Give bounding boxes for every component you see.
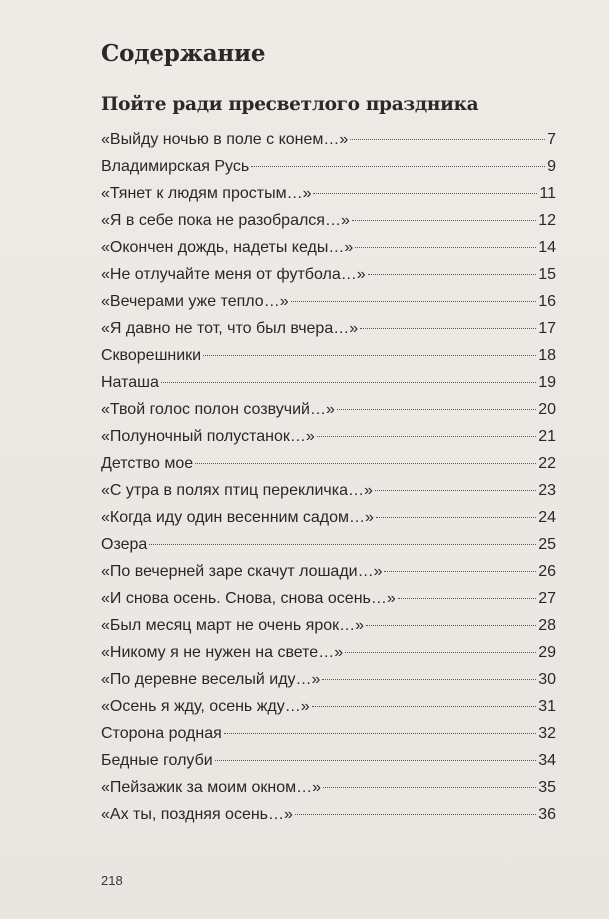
dot-leader [375, 490, 536, 491]
toc-entry-title: «Полуночный полустанок…» [101, 428, 315, 445]
toc-entry [101, 723, 556, 750]
toc-entry [101, 453, 556, 480]
dot-leader [345, 652, 536, 653]
toc-entry-title: «Я давно не тот, что был вчера…» [101, 320, 359, 337]
toc-entry-title: «Тянет к людям простым…» [101, 185, 312, 202]
toc-entry-title: «Не отлучайте меня от футбола…» [101, 266, 366, 283]
dot-leader [295, 814, 536, 815]
toc-entry-title: «По вечерней заре скачут лошади…» [101, 563, 383, 580]
toc-entry-page: 17 [538, 320, 556, 337]
toc-entry-page: 19 [538, 374, 556, 391]
toc-entry [101, 777, 556, 804]
toc-entry-title: «Вечерами уже тепло…» [101, 293, 289, 310]
page-number: 218 [101, 873, 123, 888]
toc-entry-page: 27 [538, 590, 556, 607]
toc-entry [101, 480, 556, 507]
toc-entry-title: «Осень я жду, осень жду…» [101, 698, 310, 715]
toc-entry-title: Детство мое [101, 455, 194, 472]
toc-entry-page: 22 [538, 455, 556, 472]
toc-entry-title: «Выйду ночью в поле с конем…» [101, 131, 349, 148]
toc-entry-title: Озера [101, 536, 148, 553]
dot-leader [376, 517, 536, 518]
toc-entry-page: 30 [538, 671, 556, 688]
toc-entry-title: «Окончен дождь, надеты кеды…» [101, 239, 354, 256]
toc-entry-title: Владимирская Русь [101, 158, 250, 175]
dot-leader [313, 193, 537, 194]
dot-leader [352, 220, 536, 221]
dot-leader [149, 544, 536, 545]
toc-entry [101, 750, 556, 777]
dot-leader [360, 328, 536, 329]
dot-leader [203, 355, 536, 356]
toc-entry-title: Сторона родная [101, 725, 222, 742]
dot-leader [398, 598, 536, 599]
toc-entry [101, 615, 556, 642]
toc-entry [101, 507, 556, 534]
toc-entry-title: Наташа [101, 374, 159, 391]
toc-entry [101, 129, 556, 156]
dot-leader [337, 409, 536, 410]
toc-entry [101, 237, 556, 264]
toc-entry-title: «Был месяц март не очень ярок…» [101, 617, 365, 634]
toc-entry [101, 210, 556, 237]
toc-entry [101, 399, 556, 426]
toc-entry-title: «Пейзажик за моим окном…» [101, 779, 322, 796]
toc-entry-page: 29 [538, 644, 556, 661]
toc-entry [101, 372, 556, 399]
toc-entry-page: 36 [538, 806, 556, 823]
toc-entry [101, 561, 556, 588]
dot-leader [161, 382, 536, 383]
dot-leader [323, 787, 536, 788]
toc-entry-page: 31 [538, 698, 556, 715]
toc-entry-page: 20 [538, 401, 556, 418]
toc-entry-title: «Твой голос полон созвучий…» [101, 401, 335, 418]
toc-entry-page: 25 [538, 536, 556, 553]
dot-leader [322, 679, 536, 680]
toc-entry-title: «Когда иду один весенним садом…» [101, 509, 374, 526]
toc-entry [101, 318, 556, 345]
toc-entry [101, 183, 556, 210]
dot-leader [195, 463, 536, 464]
toc-entry-page: 34 [538, 752, 556, 769]
dot-leader [384, 571, 536, 572]
toc-entry-title: «По деревне веселый иду…» [101, 671, 321, 688]
toc-entry-page: 11 [539, 185, 556, 202]
toc-entry-title: «Ах ты, поздняя осень…» [101, 806, 293, 823]
toc-entry [101, 642, 556, 669]
toc-entry-title: Скворешники [101, 347, 202, 364]
toc-entry-page: 15 [538, 266, 556, 283]
toc-entry-page: 28 [538, 617, 556, 634]
dot-leader [355, 247, 536, 248]
dot-leader [251, 166, 545, 167]
dot-leader [366, 625, 536, 626]
toc-entry [101, 345, 556, 372]
toc-entry-page: 16 [538, 293, 556, 310]
toc-entry-title: «Я в себе пока не разобрался…» [101, 212, 350, 229]
toc-entry [101, 426, 556, 453]
dot-leader [215, 760, 536, 761]
toc-entry-page: 26 [538, 563, 556, 580]
toc-entry [101, 588, 556, 615]
toc-entry-page: 12 [538, 212, 556, 229]
toc-entry-page: 32 [538, 725, 556, 742]
toc-entry-page: 14 [538, 239, 556, 256]
dot-leader [368, 274, 537, 275]
table-of-contents [101, 129, 556, 831]
toc-entry [101, 804, 556, 831]
toc-entry-page: 18 [538, 347, 556, 364]
toc-entry-page: 7 [547, 131, 556, 148]
section-title: Пойте ради пресветлого праздника [101, 94, 479, 115]
page-title: Содержание [101, 40, 266, 67]
toc-entry-page: 21 [538, 428, 556, 445]
toc-entry-title: Бедные голуби [101, 752, 213, 769]
toc-entry-page: 35 [538, 779, 556, 796]
toc-entry-page: 23 [538, 482, 556, 499]
toc-entry [101, 534, 556, 561]
toc-entry [101, 264, 556, 291]
dot-leader [224, 733, 536, 734]
toc-entry-title: «С утра в полях птиц перекличка…» [101, 482, 373, 499]
toc-entry-title: «И снова осень. Снова, снова осень…» [101, 590, 396, 607]
dot-leader [350, 139, 545, 140]
dot-leader [312, 706, 537, 707]
toc-entry-page: 24 [538, 509, 556, 526]
toc-entry [101, 291, 556, 318]
toc-entry [101, 696, 556, 723]
dot-leader [291, 301, 537, 302]
dot-leader [317, 436, 536, 437]
toc-entry [101, 669, 556, 696]
toc-entry [101, 156, 556, 183]
toc-entry-title: «Никому я не нужен на свете…» [101, 644, 344, 661]
toc-entry-page: 9 [547, 158, 556, 175]
